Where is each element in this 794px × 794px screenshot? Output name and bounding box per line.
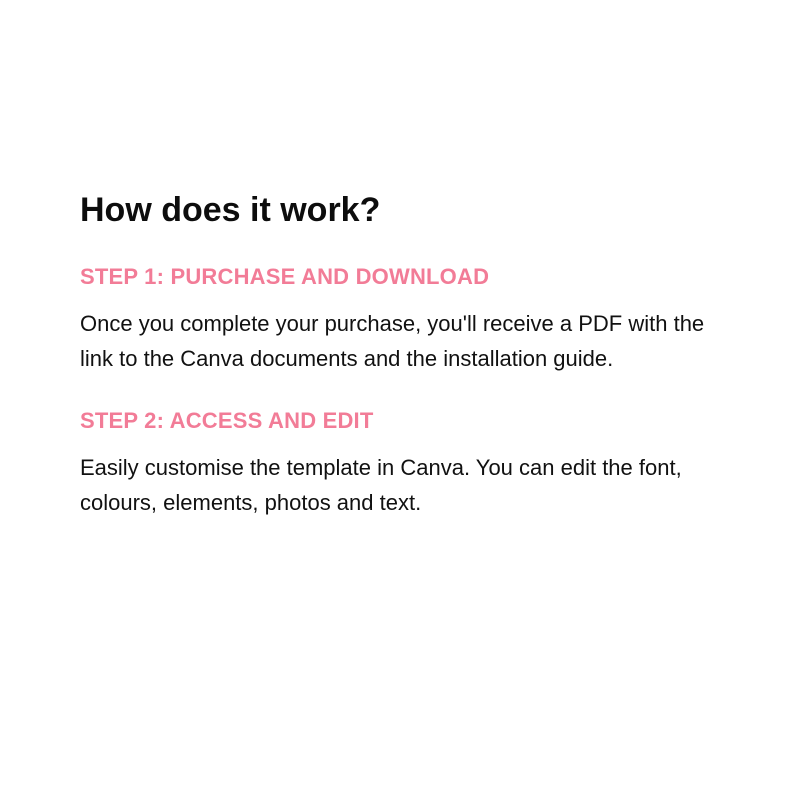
step-1-heading: STEP 1: PURCHASE AND DOWNLOAD [80,264,490,289]
step-1-section [80,262,730,376]
step-2-heading: STEP 2: ACCESS AND EDIT [80,408,374,433]
page-title: How does it work? [80,191,381,229]
step-2-text: Easily customise the template in Canva. You can edit the font, colours, elements, photos and text. [80,455,682,515]
content-block [80,186,730,520]
step-1-text: Once you complete your purchase, you'll receive a PDF with the link to the Canva documents and the installation guide. [80,311,705,371]
step-2-section [80,406,730,520]
